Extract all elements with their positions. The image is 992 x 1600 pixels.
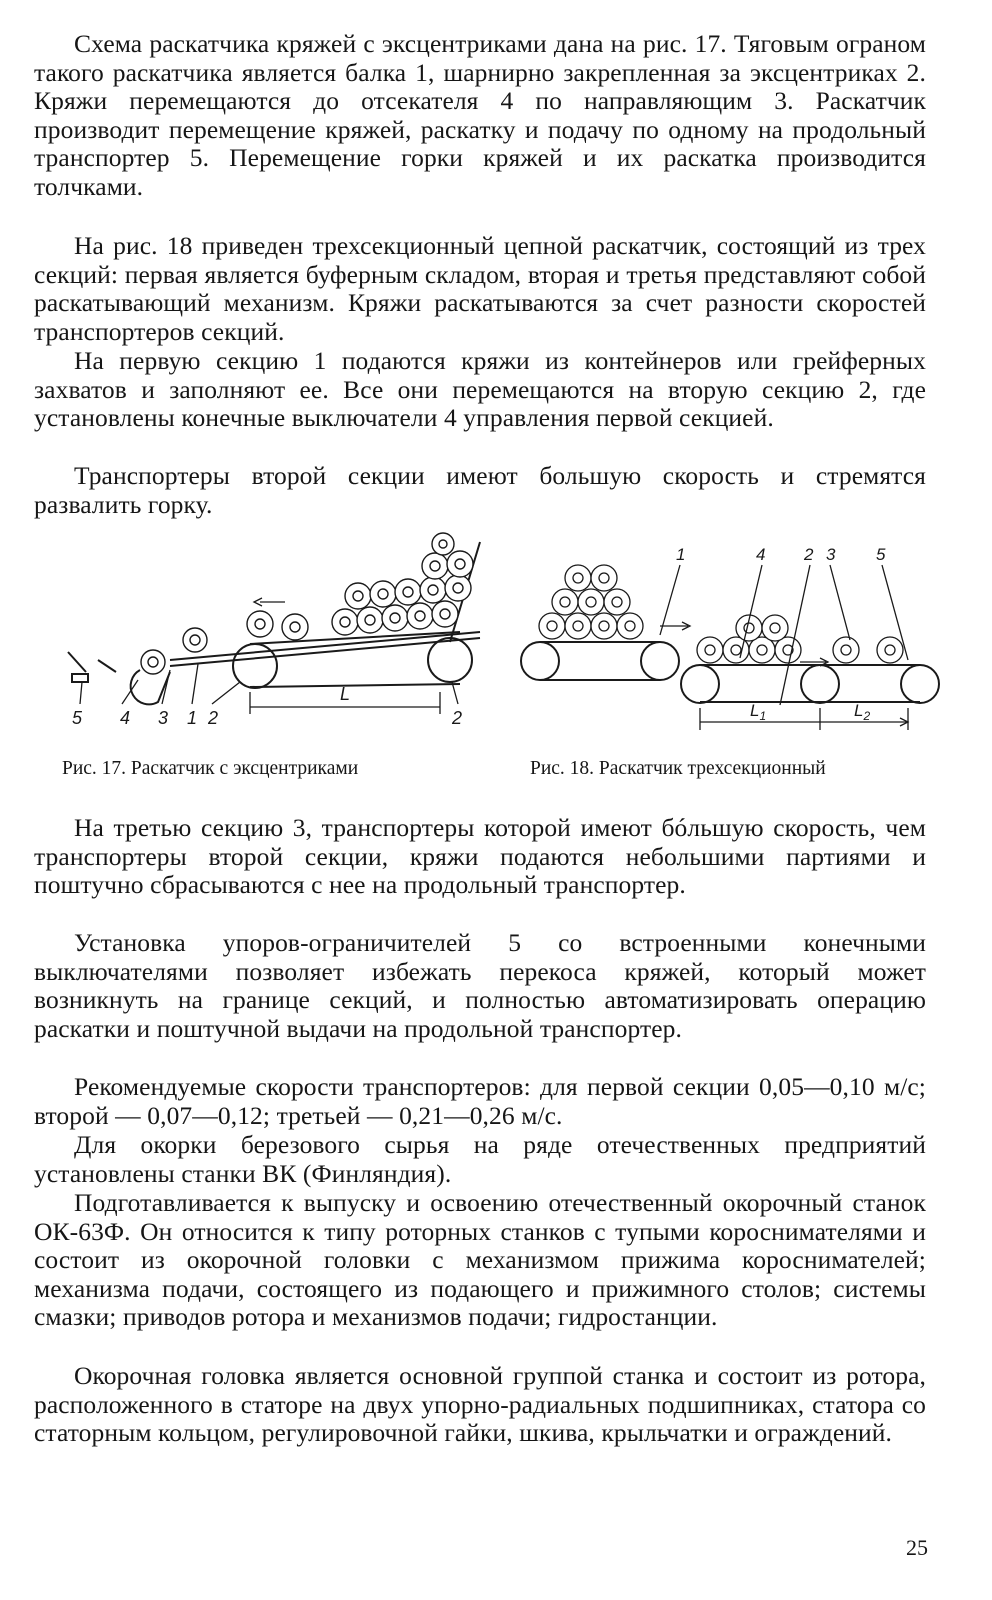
fig18-label-4: 4	[756, 545, 766, 564]
paragraph-5: На третью секцию 3, транспортеры которой имеют бóльшую скорость, чем транспортеры второй секции, кряжи подаются небольшими партиями и поштучно сбрасываются с нее на продольный транспортер.	[34, 813, 926, 900]
fig17-label-2a: 2	[208, 708, 219, 728]
fig18-label-2: 2	[804, 545, 814, 564]
paragraph-4: Транспортеры второй секции имеют большую скорость и стремятся развалить горку.	[34, 461, 926, 519]
paragraph-9: Подготавливается к выпуску и освоению отечественный окорочный станок ОК-63Ф. Он относится к типу роторных станков с тупыми короснимателями и состоит из окорочной головки с механизмом прижима короснимателей; механизма подачи, состоящего из подающего и прижимного столов; системы смазки; приводов ротора и механизмов подачи; гидростанции.	[34, 1188, 926, 1332]
paragraph-2: На рис. 18 приведен трехсекционный цепной раскатчик, состоящий из трех секций: первая является буферным складом, вторая и третья представляют собой раскатывающий механизм. Кряжи раскатываются за счет разности скоростей транспортеров секций.	[34, 231, 926, 346]
paragraph-3: На первую секцию 1 подаются кряжи из контейнеров или грейферных захватов и заполняют ее. Все они перемещаются на вторую секцию 2, где установлены конечные выключатели 4 управления первой секцией.	[34, 346, 926, 433]
fig18-label-L1: $L_1$	[750, 701, 767, 723]
page-number: 25	[906, 1535, 928, 1560]
fig17-label-3: 3	[158, 708, 169, 728]
paragraph-1: Схема раскатчика кряжей с эксцентриками дана на рис. 17. Тяговым ограном такого раскатчика является балка 1, шарнирно закрепленная за эксцентриках 2. Кряжи перемещаются до отсекателя 4 по направляющим 3. Раскатчик производит перемещение кряжей, раскатку и подачу по одному на продольный транспортер 5. Перемещение горки кряжей и их раскатка производится толчками.	[34, 29, 926, 201]
paragraph-10: Окорочная головка является основной группой станка и состоит из ротора, расположенного в статоре на двух упорно-радиальных подшипниках, статора со статорным кольцом, регулировочной гайки, шкива, крыльчатки и ограждений.	[34, 1361, 926, 1448]
figure-17-diagram	[40, 532, 510, 742]
fig17-label-5: 5	[72, 708, 83, 728]
figure-18-diagram	[510, 540, 940, 740]
logs-group	[539, 565, 903, 663]
figure-18-caption: Рис. 18. Раскатчик трехсекционный	[530, 758, 826, 779]
fig18-label-3: 3	[826, 545, 836, 564]
paragraph-8: Для окорки березового сырья на ряде отечественных предприятий установлены станки ВК (Финляндия).	[34, 1130, 926, 1188]
fig17-label-L: L	[340, 684, 351, 704]
fig18-label-L2: $L_2$	[854, 701, 871, 723]
fig17-label-1: 1	[187, 708, 198, 728]
fig18-label-5: 5	[876, 545, 886, 564]
paragraph-6: Установка упоров-ограничителей 5 со встроенными конечными выключателями позволяет избежать перекоса кряжей, который может возникнуть на границе секций, и полностью автоматизировать операцию раскатки и поштучной выдачи на продольной транспортер.	[34, 928, 926, 1043]
fig17-label-2b: 2	[452, 708, 463, 728]
fig17-label-4: 4	[120, 708, 131, 728]
paragraph-7: Рекомендуемые скорости транспортеров: для первой секции 0,05—0,10 м/с; второй — 0,07—0,12; третьей — 0,21—0,26 м/с.	[34, 1072, 926, 1130]
fig18-label-1: 1	[676, 545, 686, 564]
figure-17-caption: Рис. 17. Раскатчик с эксцентриками	[62, 758, 359, 779]
